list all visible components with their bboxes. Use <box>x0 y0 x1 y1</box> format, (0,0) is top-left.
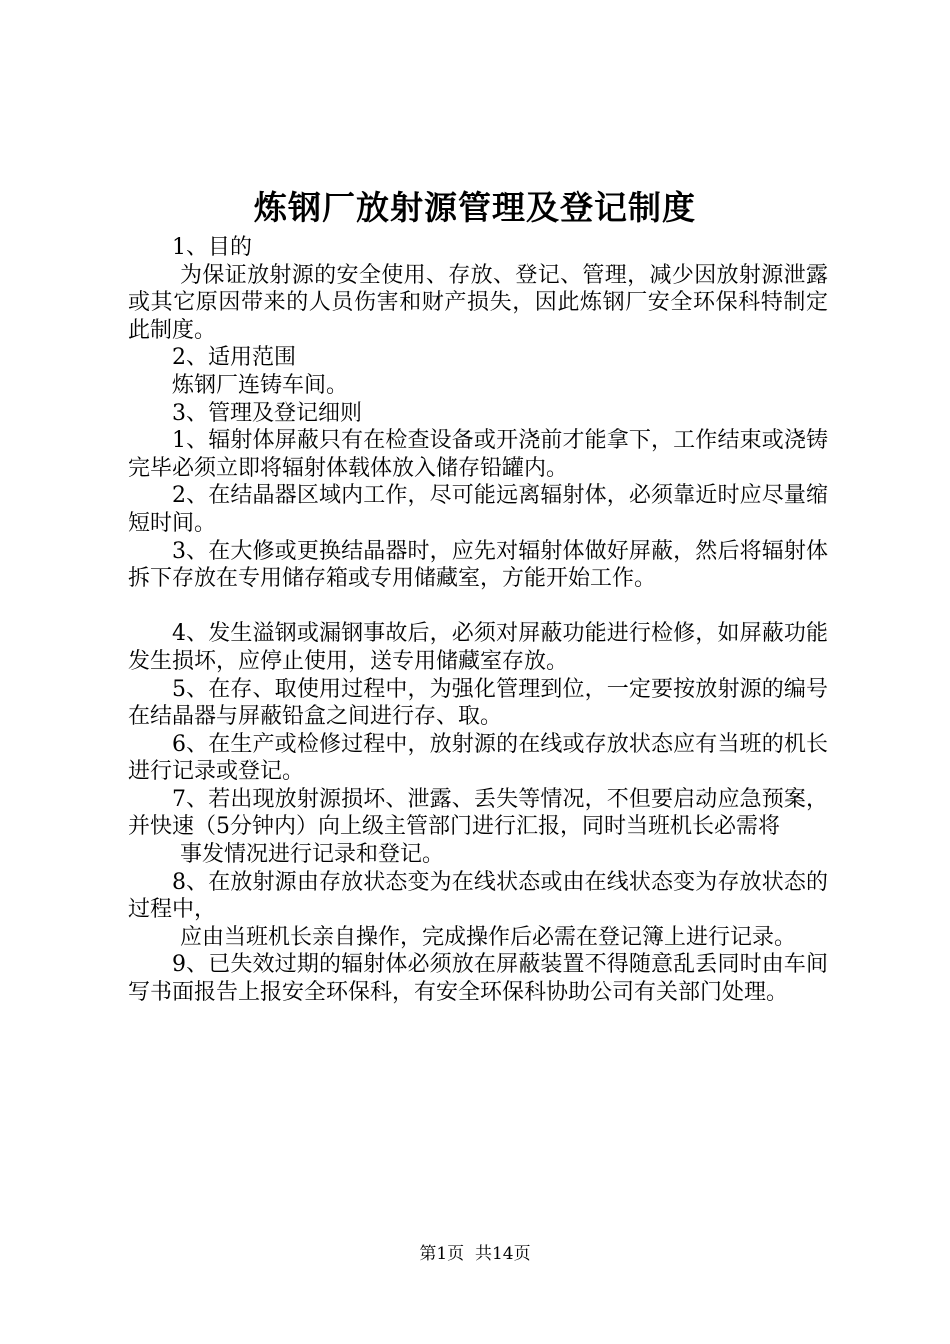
rule-item-3: 3、在大修或更换结晶器时，应先对辐射体做好屏蔽，然后将辐射体拆下存放在专用储存箱或专用储藏室，方能开始工作。 <box>128 538 828 592</box>
page-number-footer: 第1页 共14页 <box>419 1244 531 1264</box>
section-heading-rules: 3、管理及登记细则 <box>172 400 362 426</box>
document-title: 炼钢厂放射源管理及登记制度 <box>254 188 696 227</box>
rule-item-8: 8、在放射源由存放状态变为在线状态或由在线状态变为存放状态的过程中， <box>128 869 828 923</box>
rule-item-7-continued: 事发情况进行记录和登记。 <box>180 842 445 868</box>
document-body <box>128 234 828 1007</box>
section-heading-purpose: 1、目的 <box>172 235 252 260</box>
rule-item-4: 4、发生溢钢或漏钢事故后，必须对屏蔽功能进行检修，如屏蔽功能发生损坏，应停止使用，送专用储藏室存放。 <box>128 621 828 674</box>
rule-item-5: 5、在存、取使用过程中，为强化管理到位，一定要按放射源的编号在结晶器与屏蔽铅盒之间进行存、取。 <box>128 676 828 730</box>
rule-item-8-continued: 应由当班机长亲自操作，完成操作后必需在登记簿上进行记录。 <box>180 924 797 950</box>
rule-item-9: 9、已失效过期的辐射体必须放在屏蔽装置不得随意乱丢同时由车间写书面报告上报安全环保科，有安全环保科协助公司有关部门处理。 <box>128 952 828 1006</box>
section-heading-scope: 2、适用范围 <box>172 345 296 371</box>
rule-item-2: 2、在结晶器区域内工作，尽可能远离辐射体，必须靠近时应尽量缩短时间。 <box>128 483 828 536</box>
paragraph-scope: 炼钢厂连铸车间。 <box>172 372 349 398</box>
rule-item-1: 1、辐射体屏蔽只有在检查设备或开浇前才能拿下，工作结束或浇铸完毕必须立即将辐射体载体放入储存铅罐内。 <box>128 428 828 481</box>
rule-item-6: 6、在生产或检修过程中，放射源的在线或存放状态应有当班的机长进行记录或登记。 <box>128 731 828 785</box>
paragraph-purpose: 为保证放射源的安全使用、存放、登记、管理，减少因放射源泄露或其它原因带来的人员伤害和财产损失，因此炼钢厂安全环保科特制定此制度。 <box>128 262 828 343</box>
rule-item-7: 7、若出现放射源损坏、泄露、丢失等情况，不但要启动应急预案，并快速（5分钟内）向上级主管部门进行汇报，同时当班机长必需将 <box>128 786 828 840</box>
blank-line <box>128 593 828 621</box>
